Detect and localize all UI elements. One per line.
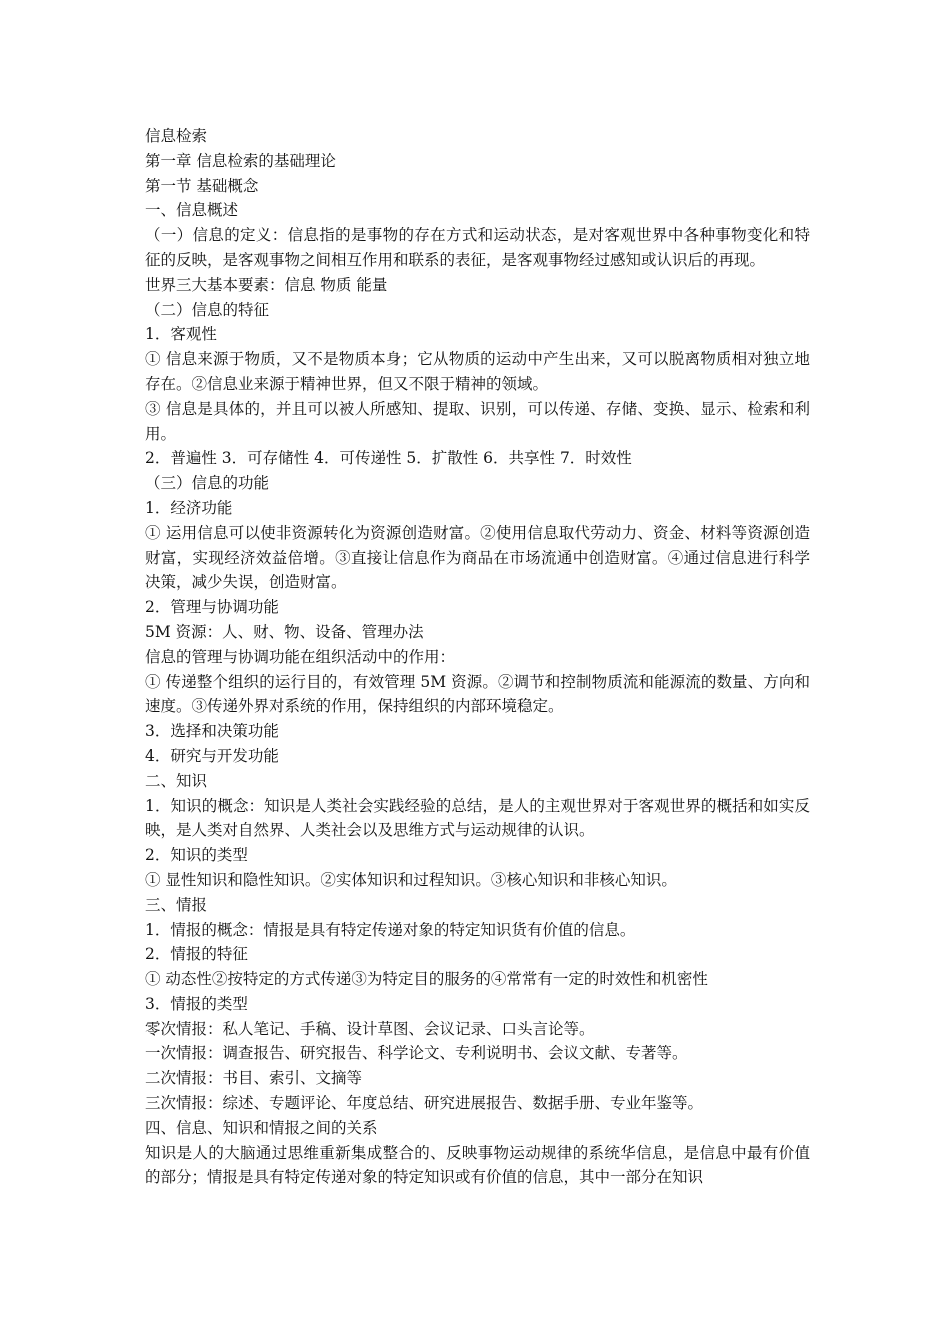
chapter-heading: 第一章 信息检索的基础理论 xyxy=(145,151,336,170)
paragraph: 知识是人的大脑通过思维重新集成整合的、反映事物运动规律的系统华信息，是信息中最有价值的部分；情报是具有特定传递对象的特定知识或有价值的信息，其中一部分在知识 xyxy=(145,1143,810,1187)
paragraph: 1．知识的概念：知识是人类社会实践经验的总结，是人的主观世界对于客观世界的概括和如实反映，是人类对自然界、人类社会以及思维方式与运动规律的认识。 xyxy=(145,796,810,840)
paragraph: ① 传递整个组织的运行目的，有效管理 5M 资源。②调节和控制物质流和能源流的数量、方向和速度。③传递外界对系统的作用，保持组织的内部环境稳定。 xyxy=(145,672,810,716)
section-heading: 第一节 基础概念 xyxy=(145,176,259,195)
paragraph: 一次情报：调查报告、研究报告、科学论文、专利说明书、会议文献、专著等。 xyxy=(145,1044,688,1063)
paragraph: ① 显性知识和隐性知识。②实体知识和过程知识。③核心知识和非核心知识。 xyxy=(145,870,677,889)
list-heading: 2．情报的特征 xyxy=(145,945,248,964)
list-heading: 2．知识的类型 xyxy=(145,846,248,865)
paragraph: 2．普遍性 3．可存储性 4．可传递性 5．扩散性 6．共享性 7．时效性 xyxy=(145,449,632,468)
list-heading: 1．经济功能 xyxy=(145,498,233,517)
document-title: 信息检索 xyxy=(145,127,208,145)
paragraph: 世界三大基本要素：信息 物质 能量 xyxy=(145,275,388,294)
subheading: （二）信息的特征 xyxy=(145,300,270,319)
paragraph: 零次情报：私人笔记、手稿、设计草图、会议记录、口头言论等。 xyxy=(145,1019,595,1038)
subsection-heading: 四、信息、知识和情报之间的关系 xyxy=(145,1118,378,1137)
paragraph: 1．情报的概念：情报是具有特定传递对象的特定知识货有价值的信息。 xyxy=(145,920,636,939)
paragraph: 信息的管理与协调功能在组织活动中的作用： xyxy=(145,647,456,666)
list-heading: 4．研究与开发功能 xyxy=(145,746,279,765)
list-heading: 1．客观性 xyxy=(145,325,217,344)
paragraph: 三次情报：综述、专题评论、年度总结、研究进展报告、数据手册、专业年鉴等。 xyxy=(145,1094,704,1113)
paragraph: ① 动态性②按特定的方式传递③为特定目的服务的④常常有一定的时效性和机密性 xyxy=(145,970,708,989)
list-heading: 3．情报的类型 xyxy=(145,994,248,1013)
paragraph: ① 信息来源于物质，又不是物质本身；它从物质的运动中产生出来，又可以脱离物质相对独立地存在。②信息业来源于精神世界，但又不限于精神的领域。 xyxy=(145,350,810,393)
subsection-heading: 一、信息概述 xyxy=(145,201,239,220)
subsection-heading: 二、知识 xyxy=(145,771,208,790)
list-heading: 3．选择和决策功能 xyxy=(145,722,279,741)
paragraph: ③ 信息是具体的，并且可以被人所感知、提取、识别，可以传递、存储、变换、显示、检索和利用。 xyxy=(145,399,810,443)
subsection-heading: 三、情报 xyxy=(145,895,208,914)
list-heading: 2．管理与协调功能 xyxy=(145,598,279,617)
paragraph: 5M 资源：人、财、物、设备、管理办法 xyxy=(145,622,424,641)
paragraph: ① 运用信息可以使非资源转化为资源创造财富。②使用信息取代劳动力、资金、材料等资源创造财富，实现经济效益倍增。③直接让信息作为商品在市场流通中创造财富。④通过信息进行科学决策，减少失误，创造财富。 xyxy=(145,523,810,592)
paragraph: （一）信息的定义：信息指的是事物的存在方式和运动状态，是对客观世界中各种事物变化和特征的反映，是客观事物之间相互作用和联系的表征，是客观事物经过感知或认识后的再现。 xyxy=(145,226,810,269)
paragraph: 二次情报：书目、索引、文摘等 xyxy=(145,1069,363,1088)
subheading: （三）信息的功能 xyxy=(145,474,270,493)
document-page xyxy=(145,124,810,1190)
